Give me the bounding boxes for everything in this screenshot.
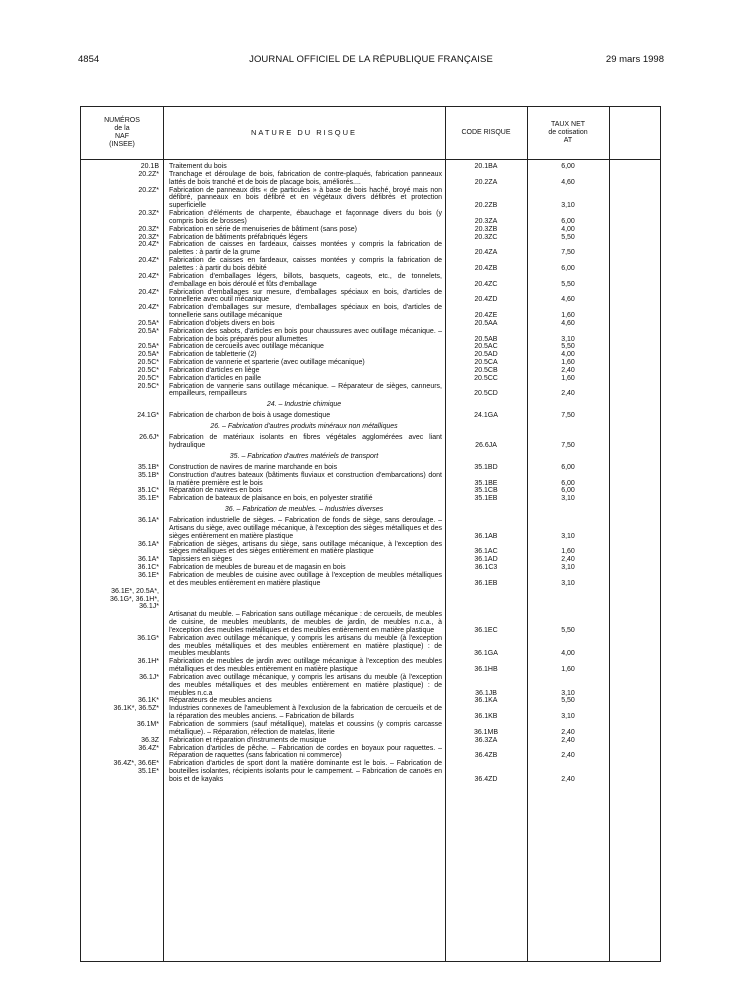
risk-code: 20.4ZC [474, 280, 498, 288]
table-row [81, 383, 660, 399]
net-rate: 4,00 [561, 225, 575, 233]
risk-code: 20.5AC [474, 343, 498, 351]
table-row [81, 234, 660, 242]
section-spacer [81, 401, 163, 409]
risk-description: Fabrication d'articles de sport dont la matière dominante est le bois. – Fabrication de bouteilles isolantes, récipients isolants pour le campement. – Fabrication de canoës en bois et de kayaks [169, 760, 442, 783]
risk-code: 36.1HB [474, 666, 498, 674]
column-header-code: CODE RISQUE [461, 129, 511, 136]
risk-code: 36.1KA [474, 697, 498, 705]
risk-code: 20.5CA [474, 359, 498, 367]
table-row [81, 745, 660, 761]
net-rate: 3,10 [561, 689, 575, 697]
risk-description: Réparateurs de meubles anciens [169, 697, 272, 705]
risk-description: Fabrication de meubles de cuisine avec outillage à l'exception de meubles métalliques et des meubles entièrement en matière plastique [169, 571, 442, 587]
naf-code: 20.5A* [137, 343, 159, 351]
risk-code: 20.4ZB [474, 264, 498, 272]
net-rate: 1,60 [561, 359, 575, 367]
risk-description: Fabrication industrielle de sièges. – Fabrication de fonds de siège, sans deroulage. – Artisans du siège, avec outillage mécanique, à l'exception des sièges métalliques et des sièges entièrement en matière plastique [169, 517, 442, 540]
naf-code: 20.3Z* [138, 233, 159, 241]
column-header-nature: NATURE DU RISQUE [250, 128, 358, 137]
table-row [81, 611, 660, 635]
table-row [81, 210, 660, 226]
table-row [81, 517, 660, 541]
risk-code: 36.1AB [474, 532, 498, 540]
net-rate: 2,40 [561, 728, 575, 736]
net-rate: 4,60 [561, 178, 575, 186]
risk-code: 36.1AC [474, 548, 498, 556]
naf-code: 36.4Z*, 36.6E* 35.1E* [113, 760, 159, 776]
net-rate: 6,00 [561, 487, 575, 495]
risk-code: 20.5CB [474, 366, 498, 374]
naf-code: 20.5C* [137, 366, 159, 374]
naf-code: 20.4Z* [138, 272, 159, 280]
risk-description [163, 588, 445, 612]
net-rate: 3,10 [561, 713, 575, 721]
section-heading [81, 450, 660, 464]
risk-description: Fabrication de cercueils avec outillage mécanique [169, 343, 324, 351]
section-heading [81, 398, 660, 412]
risk-code: 20.4ZA [474, 249, 498, 257]
table-row [81, 171, 660, 187]
risk-description: Artisanat du meuble. – Fabrication sans outillage mécanique : de cercueils, de meubles de cuisine, de meubles meublants, de meubles de jardin, de meubles n.c.a., à l'exception des meubles métalliques et des meubles entièrement en matière plastique [169, 611, 442, 634]
table-row [81, 556, 660, 564]
risk-description: Fabrication de vannerie et sparterie (avec outillage mécanique) [169, 359, 365, 367]
risk-description: Fabrication avec outillage mécanique, y compris les artisans du meuble (à l'exception des meubles métalliques et des meubles entièrement en matière plastique) : de meubles n.c.a [169, 673, 442, 697]
risk-code: 36.1EB [474, 579, 498, 587]
risk-code: 36.1C3 [474, 564, 498, 572]
risk-description: Fabrication d'articles en paille [169, 374, 261, 382]
column-header-taux: TAUX NET de cotisation AT [548, 121, 588, 144]
naf-code: 20.1B [140, 163, 159, 170]
risk-description: Fabrication d'emballages sur mesure, d'emballages spéciaux en bois, d'articles de tonnellerie avec outil mécanique [169, 288, 442, 304]
risk-description: Fabrication d'éléments de charpente, ébauchage et façonnage divers du bois (y compris bois de brosses) [169, 210, 442, 225]
section-heading [81, 503, 660, 517]
net-rate: 6,00 [561, 264, 575, 272]
risk-code: 36.1AD [474, 556, 498, 564]
naf-code: 35.1B* [137, 463, 159, 471]
naf-code: 20.5C* [137, 382, 159, 390]
risk-description: Fabrication et réparation d'instruments de musique [169, 736, 327, 744]
table-row [81, 495, 660, 503]
risk-description: Fabrication de bâtiments préfabriqués légers [169, 233, 308, 241]
net-rate: 5,50 [561, 343, 575, 351]
net-rate: 3,10 [561, 495, 575, 503]
risk-description: Fabrication de sièges, artisans du siège, sans outillage mécanique, à l'exception des sièges métalliques et des sièges entièrement en matière plastique [169, 540, 442, 556]
journal-title: JOURNAL OFFICIEL DE LA RÉPUBLIQUE FRANÇAISE [249, 54, 493, 65]
table-row [81, 375, 660, 383]
naf-code: 36.1K* [137, 697, 159, 705]
risk-code: 36.1JB [475, 689, 497, 697]
net-rate: 4,00 [561, 351, 575, 359]
naf-code: 20.5A* [137, 351, 159, 359]
net-rate: 7,50 [561, 249, 575, 257]
net-rate: 2,40 [561, 752, 575, 760]
risk-code: 20.5AD [474, 351, 498, 359]
risk-description: Réparation de navires en bois [169, 487, 263, 495]
risk-description: Fabrication de caisses en fardeaux, caisses montées y compris la fabrication de palettes : à partir du bois débité [169, 257, 442, 272]
naf-code: 26.6J* [139, 434, 159, 442]
section-spacer [81, 453, 163, 461]
net-rate: 3,10 [561, 564, 575, 572]
table-row [81, 760, 660, 784]
risk-code: 36.1EC [474, 626, 498, 634]
section-title: 26. – Fabrication d'autres produits minéraux non métalliques [210, 423, 398, 431]
naf-code: 36.1A* [137, 540, 159, 548]
risk-code: 36.1MB [473, 728, 499, 736]
risk-code: 35.1BD [474, 463, 498, 471]
naf-code: 20.4Z* [138, 288, 159, 296]
risk-description: Fabrication de charbon de bois à usage domestique [169, 412, 331, 420]
table-row [81, 635, 660, 659]
risk-code: 20.5AA [474, 319, 498, 327]
table-row [81, 304, 660, 320]
section-title: 36. – Fabrication de meubles. – Industries diverses [224, 506, 384, 514]
section-title: 35. – Fabrication d'autres matériels de transport [229, 452, 379, 460]
risk-code: 20.5CD [474, 390, 498, 398]
naf-code: 36.1A* [137, 556, 159, 564]
net-rate: 7,50 [561, 412, 575, 420]
risk-code: 36.1GA [474, 650, 498, 658]
naf-code: 20.5A* [137, 327, 159, 335]
net-rate: 6,00 [561, 217, 575, 225]
net-rate: 2,40 [561, 556, 575, 564]
risk-code: 26.6JA [475, 442, 497, 449]
table-body [81, 163, 660, 784]
net-rate: 3,10 [561, 335, 575, 343]
risk-description: Fabrication de bateaux de plaisance en bois, en polyester stratifié [169, 495, 373, 503]
table-row [81, 351, 660, 359]
net-rate: 1,60 [561, 548, 575, 556]
publication-date: 29 mars 1998 [605, 54, 664, 65]
table-row [81, 412, 660, 420]
table-row [81, 541, 660, 557]
net-rate: 1,60 [561, 312, 575, 320]
naf-code: 20.2Z* [138, 170, 159, 178]
net-rate: 5,50 [561, 280, 575, 288]
net-rate: 2,40 [561, 736, 575, 744]
risk-code: 35.1EB [474, 495, 498, 503]
naf-code: 20.4Z* [138, 304, 159, 312]
net-rate: 1,60 [561, 666, 575, 674]
table-row [81, 721, 660, 737]
risk-description: Fabrication avec outillage mécanique, y compris les artisans du meuble (à l'exception des meubles métalliques et des meubles entièrement en matière plastique) : de meubles meublants [169, 634, 442, 658]
naf-code: 36.3Z [141, 736, 159, 744]
page-header [78, 54, 664, 68]
naf-code: 36.1K*, 36.5Z* [113, 705, 159, 713]
net-rate: 2,40 [561, 775, 575, 783]
net-rate: 1,60 [561, 374, 575, 382]
naf-code: 20.4Z* [138, 241, 159, 249]
risk-description: Fabrication de vannerie sans outillage mécanique. – Réparateur de sièges, canneurs, empailleurs, rempailleurs [169, 382, 442, 398]
table-row [81, 226, 660, 234]
naf-code: 20.2Z* [138, 186, 159, 194]
net-rate: 6,00 [561, 463, 575, 471]
risk-code: 36.1KB [474, 713, 498, 721]
column-header-naf: NUMÉROS de la NAF (INSEE) [104, 117, 140, 148]
naf-code: 36.1M* [136, 721, 159, 728]
risk-description: Fabrication d'emballages sur mesure, d'emballages spéciaux en bois, d'articles de tonnellerie sans outillage mécanique [169, 304, 442, 320]
page-number: 4854 [78, 54, 100, 65]
risk-description: Fabrication de sommiers (sauf métallique), matelas et coussins (y compris carcasse métallique). – Réparation, réfection de matelas, literie [169, 721, 442, 736]
risk-code: 20.5AB [474, 335, 498, 343]
risk-description: Fabrication des sabots, d'articles en bois pour chaussures avec outillage mécanique. – Fabrication de bois préparés pour allumettes [169, 327, 442, 343]
net-rate: 3,10 [561, 579, 575, 587]
header-divider [81, 159, 660, 160]
table-row [81, 343, 660, 351]
net-rate: 4,60 [561, 319, 575, 327]
risk-code: 20.4ZD [474, 296, 498, 304]
net-rate: 5,50 [561, 697, 575, 705]
naf-code: 35.1C* [137, 487, 159, 495]
risk-description: Tapissiers en sièges [169, 556, 233, 564]
table-row [81, 320, 660, 328]
risk-code: 35.1CB [474, 487, 498, 495]
risk-description: Fabrication de meubles de jardin avec outillage mécanique à l'exception des meubles métalliques et des meubles entièrement en matière plastique [169, 658, 442, 674]
net-rate: 3,10 [561, 532, 575, 540]
net-rate: 2,40 [561, 390, 575, 398]
naf-code: 36.1H* [137, 658, 159, 666]
naf-code: 36.1C* [137, 564, 159, 572]
table-row [81, 674, 660, 698]
table-row [81, 464, 660, 472]
risk-description: Fabrication de panneaux dits « de particules » à base de bois haché, broyé mais non défibré, panneaux en bois défibré et en végétaux divers défibrés et protection superficielle [169, 186, 442, 210]
risk-code: 20.2ZB [474, 202, 498, 210]
net-rate: 3,10 [561, 202, 575, 210]
risk-description: Fabrication d'articles de pêche. – Fabrication de cordes en boyaux pour raquettes. – Réparation de raquettes (sans fabrication ni commerce) [169, 744, 442, 760]
risk-description: Fabrication de caisses en fardeaux, caisses montées y compris la fabrication de palettes : à partir de la grume [169, 241, 442, 257]
risk-code: 20.4ZE [474, 312, 498, 320]
table-row [81, 241, 660, 257]
table-row [81, 434, 660, 450]
naf-code [81, 611, 163, 635]
risk-code: 20.2ZA [474, 178, 498, 186]
risk-code: 24.1GA [474, 412, 498, 420]
risk-code: 20.3ZC [474, 233, 498, 241]
risk-description: Industries connexes de l'ameublement à l'exclusion de la fabrication de cercueils et de la réparation des meubles anciens. – Fabrication de billards [169, 705, 442, 721]
table-row [81, 359, 660, 367]
section-spacer [81, 423, 163, 431]
net-rate [527, 588, 609, 612]
naf-code: 36.4Z* [138, 744, 159, 752]
table-row [81, 572, 660, 588]
naf-code: 20.4Z* [138, 257, 159, 265]
risk-description: Construction d'autres bateaux (bâtiments fluviaux et construction d'embarcations) dont la matière première est le bois [169, 471, 442, 487]
risk-code: 36.4ZD [474, 775, 498, 783]
table-row [81, 257, 660, 273]
risk-code: 20.5CC [474, 374, 498, 382]
naf-code: 36.1J* [139, 673, 159, 681]
table-row [81, 289, 660, 305]
section-title: 24. – Industrie chimique [266, 401, 342, 409]
risk-code: 20.3ZA [474, 217, 498, 225]
risk-description: Traitement du bois [169, 163, 227, 170]
naf-code: 36.1E* [137, 571, 159, 579]
risk-code: 20.3ZB [474, 225, 498, 233]
table-row [81, 737, 660, 745]
risk-description: Fabrication de meubles de bureau et de magasin en bois [169, 564, 346, 572]
table-row [81, 697, 660, 705]
naf-code: 20.3Z* [138, 225, 159, 233]
table-row [81, 187, 660, 211]
naf-code: 36.1E*, 20.5A*, 36.1G*, 36.1H*, 36.1J* [109, 587, 159, 611]
risk-description: Fabrication d'objets divers en bois [169, 319, 275, 327]
naf-code: 36.1A* [137, 517, 159, 525]
naf-code: 35.1B* [137, 471, 159, 479]
net-rate: 4,00 [561, 650, 575, 658]
table-row [81, 328, 660, 344]
net-rate: 5,50 [561, 233, 575, 241]
table-row [81, 588, 660, 612]
section-spacer [81, 506, 163, 514]
risk-description: Fabrication de tabletterie (2) [169, 351, 257, 359]
table-row [81, 163, 660, 171]
naf-code: 20.5C* [137, 359, 159, 367]
risk-description: Fabrication d'articles en liège [169, 366, 260, 374]
risk-description: Fabrication de matériaux isolants en fibres végétales agglomérées avec liant hydraulique [169, 434, 442, 449]
net-rate: 6,00 [561, 163, 575, 170]
naf-code: 20.5C* [137, 374, 159, 382]
naf-code: 36.1G* [137, 634, 159, 642]
net-rate: 7,50 [561, 442, 575, 449]
risk-code: 36.4ZB [474, 752, 498, 760]
risk-description: Tranchage et déroulage de bois, fabrication de contre-plaqués, fabrication panneaux lattés de bois tranché et de bois de placage bois, améliorés.... [169, 170, 442, 186]
net-rate: 4,60 [561, 296, 575, 304]
naf-code: 24.1G* [137, 412, 159, 420]
table-row [81, 705, 660, 721]
risk-table [80, 106, 661, 962]
risk-code: 20.1BA [474, 163, 498, 170]
risk-code: 36.3ZA [474, 736, 498, 744]
table-row [81, 367, 660, 375]
risk-description: Fabrication d'emballages légers, billots, basquets, cageots, etc., de tonnelets, d'emballage en bois déroulé et fûts d'emballage [169, 272, 442, 288]
section-heading [81, 420, 660, 434]
naf-code: 20.3Z* [138, 210, 159, 218]
net-rate: 6,00 [561, 479, 575, 487]
risk-description: Fabrication en série de menuiseries de bâtiment (sans pose) [169, 225, 357, 233]
table-row [81, 564, 660, 572]
table-row [81, 273, 660, 289]
risk-description: Construction de navires de marine marchande en bois [169, 463, 338, 471]
risk-code: 35.1BE [474, 479, 498, 487]
table-row [81, 472, 660, 488]
net-rate: 2,40 [561, 366, 575, 374]
net-rate: 5,50 [561, 626, 575, 634]
naf-code: 20.5A* [137, 319, 159, 327]
risk-code [445, 588, 527, 612]
table-row [81, 487, 660, 495]
table-row [81, 658, 660, 674]
naf-code: 35.1E* [137, 495, 159, 503]
